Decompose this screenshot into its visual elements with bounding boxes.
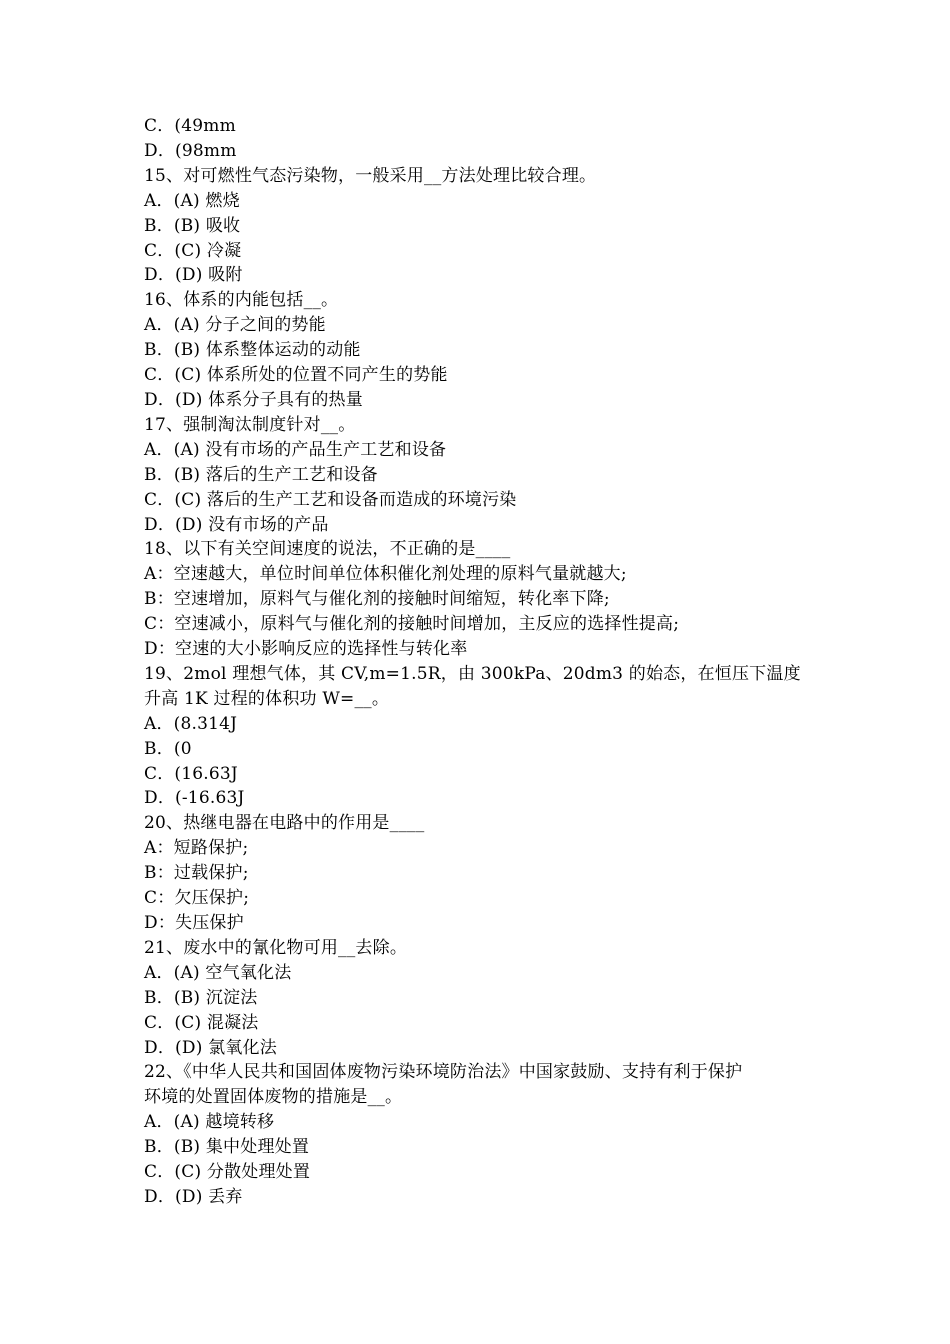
text-line: 19、2mol 理想气体，其 CV,m=1.5R，由 300kPa、20dm3 的始态，在恒压下温度 [144, 663, 801, 684]
text-line: D．(-16.63J [144, 788, 245, 809]
text-line: C．(C) 冷凝 [144, 240, 242, 261]
text-line: D．(D) 丢弃 [144, 1186, 243, 1207]
text-line: C．(C) 分散处理处置 [144, 1162, 311, 1183]
text-line: B：空速增加，原料气与催化剂的接触时间缩短，转化率下降; [144, 589, 610, 610]
text-line: A：短路保护; [144, 838, 249, 859]
text-line: A．(A) 分子之间的势能 [144, 315, 326, 336]
text-line: C．(16.63J [144, 763, 238, 784]
text-line: 16、体系的内能包括__。 [144, 290, 339, 311]
text-line: 21、废水中的氰化物可用__去除。 [144, 937, 408, 958]
text-line: C．(C) 体系所处的位置不同产生的势能 [144, 365, 448, 386]
text-line: A．(A) 没有市场的产品生产工艺和设备 [144, 439, 447, 460]
text-line: C．(C) 落后的生产工艺和设备而造成的环境污染 [144, 489, 517, 510]
text-line: D：失压保护 [144, 913, 244, 933]
text-line: C．(49mm [144, 116, 236, 136]
text-line: B．(B) 沉淀法 [144, 987, 258, 1008]
text-line: B．(B) 落后的生产工艺和设备 [144, 464, 378, 485]
text-line: 17、强制淘汰制度针对__。 [144, 414, 356, 435]
text-line: C：空速减小，原料气与催化剂的接触时间增加，主反应的选择性提高; [144, 614, 680, 635]
text-line: 15、对可燃性气态污染物，一般采用__方法处理比较合理。 [144, 165, 597, 186]
text-line: B．(B) 集中处理处置 [144, 1137, 310, 1158]
text-line: A．(A) 越境转移 [144, 1112, 275, 1133]
text-line: A．(8.314J [144, 713, 238, 734]
text-line: B．(B) 体系整体运动的动能 [144, 340, 361, 361]
text-line: B：过载保护; [144, 863, 249, 884]
text-line: C：欠压保护; [144, 888, 250, 909]
text-line: 22、《中华人民共和国固体废物污染环境防治法》中国家鼓励、支持有利于保护 [144, 1062, 743, 1083]
document-body [144, 114, 814, 1210]
text-line: C．(C) 混凝法 [144, 1012, 259, 1033]
text-line: D．(D) 吸附 [144, 265, 243, 286]
text-line: 18、以下有关空间速度的说法，不正确的是____ [144, 539, 511, 560]
text-line: 升高 1K 过程的体积功 W=__。 [144, 688, 390, 709]
text-line: B．(B) 吸收 [144, 215, 241, 236]
text-line: D．(D) 氯氧化法 [144, 1037, 277, 1058]
text-line: A：空速越大，单位时间单位体积催化剂处理的原料气量就越大; [144, 564, 627, 585]
text-line: A．(A) 燃烧 [144, 190, 240, 211]
text-line: D．(98mm [144, 140, 237, 161]
text-line: A．(A) 空气氧化法 [144, 962, 292, 983]
text-line: D．(D) 没有市场的产品 [144, 514, 329, 535]
text-line: 20、热继电器在电路中的作用是____ [144, 813, 425, 834]
text-line: 环境的处置固体废物的措施是__。 [144, 1087, 403, 1108]
text-line: D：空速的大小影响反应的选择性与转化率 [144, 639, 468, 660]
text-line: D．(D) 体系分子具有的热量 [144, 389, 363, 410]
text-line: B．(0 [144, 738, 192, 759]
